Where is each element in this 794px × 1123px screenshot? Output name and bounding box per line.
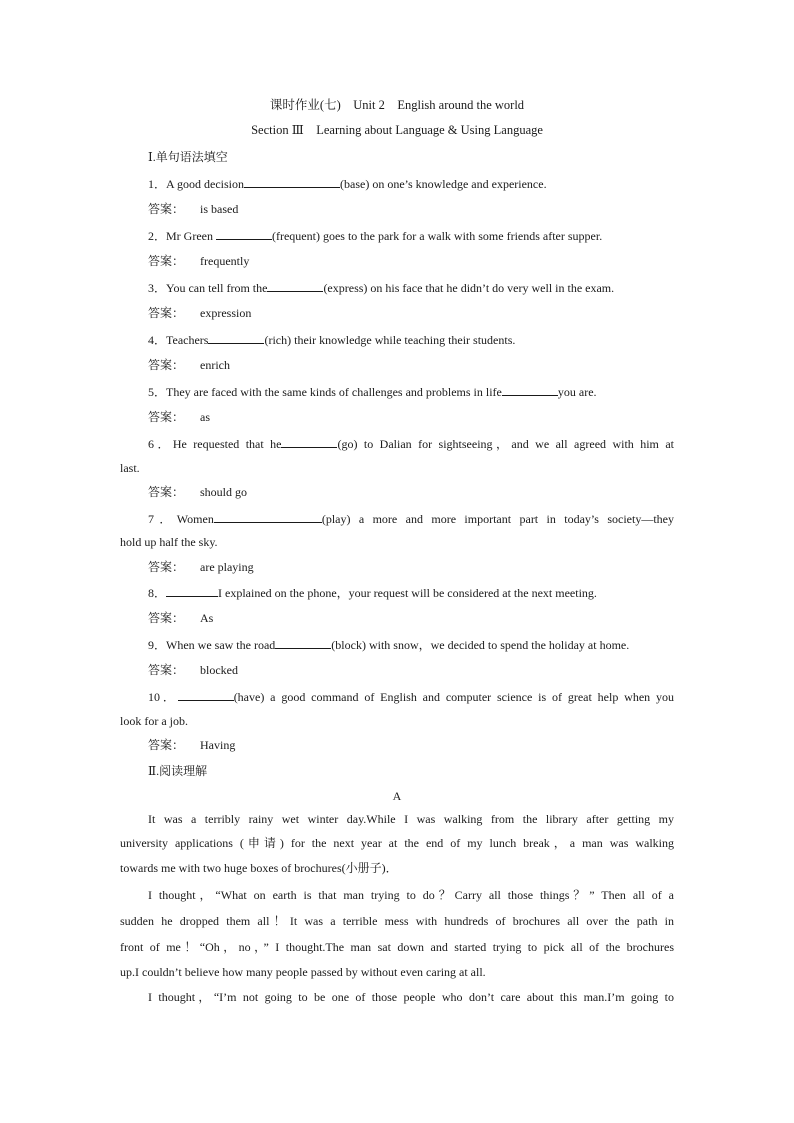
answer-blank	[244, 176, 340, 188]
answer-blank	[267, 280, 323, 292]
answer-blank	[166, 585, 218, 597]
answer-10: 答案： Having	[148, 738, 236, 752]
answer-blank	[214, 511, 322, 523]
passage-line: I thought，“I’m not going to be one of those people who don’t care about this man.I’m going to	[148, 990, 674, 1004]
answer-3: 答案： expression	[148, 306, 252, 320]
question-6-continued: last.	[120, 461, 140, 475]
answer-1: 答案： is based	[148, 202, 239, 216]
answer-9: 答案： blocked	[148, 663, 238, 677]
passage-line: towards me with two huge boxes of brochures(小册子)．	[120, 861, 398, 875]
answer-4: 答案： enrich	[148, 358, 230, 372]
question-8: 8． I explained on the phone，your request will be considered at the next meeting.	[148, 586, 597, 600]
answer-blank	[502, 384, 558, 396]
section-heading-grammar: Ⅰ.单句语法填空	[148, 150, 228, 164]
passage-line: university applications (申请) for the next year at the end of my lunch break，a man was walking	[120, 836, 674, 850]
passage-line: It was a terribly rainy wet winter day.While I was walking from the library after getting my	[148, 812, 674, 826]
question-7-continued: hold up half the sky.	[120, 535, 218, 549]
answer-6: 答案： should go	[148, 485, 248, 499]
question-5: 5．They are faced with the same kinds of challenges and problems in life you are.	[148, 385, 597, 399]
section-heading-reading: Ⅱ.阅读理解	[148, 764, 208, 778]
answer-8: 答案： As	[148, 611, 214, 625]
page-title: 课时作业(七) Unit 2 English around the world	[269, 98, 525, 112]
question-10-continued: look for a job.	[120, 714, 188, 728]
passage-line: sudden he dropped them all！It was a terrible mess with hundreds of brochures all over the path in	[120, 914, 674, 928]
answer-blank	[208, 332, 264, 344]
question-4: 4．Teachers (rich) their knowledge while teaching their students.	[148, 333, 516, 347]
question-3: 3．You can tell from the (express) on his face that he didn’t do very well in the exam.	[148, 281, 615, 295]
passage-line: up.I couldn’t believe how many people passed by without even caring at all.	[120, 965, 486, 979]
question-2: 2．Mr Green (frequent) goes to the park for a walk with some friends after supper.	[148, 229, 603, 243]
answer-5: 答案： as	[148, 410, 210, 424]
question-1: 1．A good decision (base) on one’s knowledge and experience.	[148, 177, 547, 191]
passage-label: A	[392, 789, 402, 803]
answer-2: 答案： frequently	[148, 254, 250, 268]
question-6: 6．He requested that he (go) to Dalian for sightseeing，and we all agreed with him at	[148, 437, 674, 451]
answer-blank	[216, 228, 272, 240]
answer-blank	[178, 689, 234, 701]
answer-7: 答案： are playing	[148, 560, 254, 574]
answer-blank	[275, 637, 331, 649]
question-10: 10． (have) a good command of English and computer science is of great help when you	[148, 690, 674, 704]
passage-line: front of me！“Oh，no，” I thought.The man sat down and started trying to pick all of the brochures	[120, 940, 674, 954]
page-subtitle: Section Ⅲ Learning about Language & Using Language	[251, 123, 543, 137]
question-9: 9．When we saw the road (block) with snow，we decided to spend the holiday at home.	[148, 638, 630, 652]
answer-blank	[281, 436, 337, 448]
question-7: 7．Women (play) a more and more important part in today’s society—they	[148, 512, 674, 526]
passage-line: I thought，“What on earth is that man trying to do？Carry all those things？” Then all of a	[148, 888, 674, 902]
